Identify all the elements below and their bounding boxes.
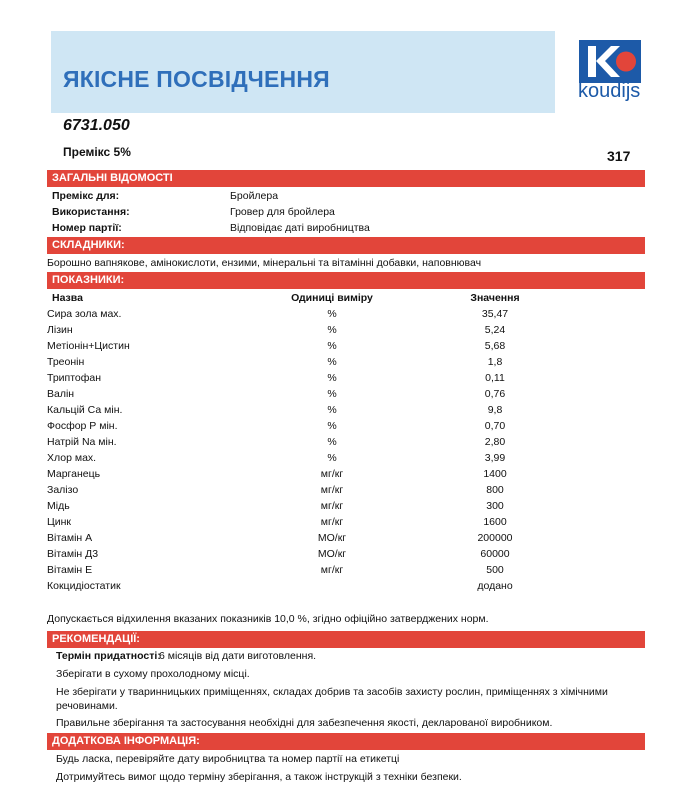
section-indicators-header: ПОКАЗНИКИ: bbox=[47, 272, 645, 289]
indicator-name: Треонін bbox=[47, 356, 85, 368]
indicator-value: 1,8 bbox=[487, 356, 503, 368]
indicator-name: Мідь bbox=[47, 500, 70, 512]
indicator-unit: % bbox=[327, 308, 337, 320]
indicator-value: 2,80 bbox=[484, 436, 506, 448]
indicator-value: 35,47 bbox=[481, 308, 509, 320]
additional-line: Будь ласка, перевіряйте дату виробництва та номер партії на етикетці bbox=[56, 753, 400, 765]
indicator-value: 1400 bbox=[483, 468, 507, 480]
indicator-value: 800 bbox=[486, 484, 504, 496]
indicator-value: 300 bbox=[486, 500, 504, 512]
indicator-unit: мг/кг bbox=[320, 484, 344, 496]
indicator-value: 500 bbox=[486, 564, 504, 576]
recommendation-line: Зберігати в сухому прохолодному місці. bbox=[56, 668, 250, 680]
recommendation-line: Правильне зберігання та застосування необхідні для забезпечення якості, декларованої виробником. bbox=[56, 717, 553, 729]
general-value-usage: Гровер для бройлера bbox=[230, 206, 335, 218]
indicator-value: 60000 bbox=[480, 548, 510, 560]
section-recommendations-header: РЕКОМЕНДАЦІЇ: bbox=[47, 631, 645, 648]
indicator-value: 9,8 bbox=[487, 404, 503, 416]
recommendation-line: речовинами. bbox=[56, 700, 118, 712]
indicator-unit: % bbox=[327, 436, 337, 448]
document-title: ЯКІСНЕ ПОСВІДЧЕННЯ bbox=[63, 66, 330, 92]
general-value-batch: Відповідає даті виробництва bbox=[230, 222, 370, 234]
section-additional-header: ДОДАТКОВА ІНФОРМАЦІЯ: bbox=[47, 733, 645, 750]
logo-wordmark: koudijs bbox=[578, 80, 641, 102]
indicator-name: Хлор мах. bbox=[47, 452, 97, 464]
col-header-unit: Одиниці виміру bbox=[291, 292, 373, 304]
recommendation-line: Не зберігати у тваринницьких приміщеннях, складах добрив та засобів захисту рослин, приміщеннях з хімічними bbox=[56, 686, 608, 698]
indicator-value: додано bbox=[477, 580, 513, 592]
col-header-value: Значення bbox=[470, 292, 520, 304]
shelf-life-value: 6 місяців від дати виготовлення. bbox=[159, 650, 317, 662]
indicator-name: Лізин bbox=[47, 324, 73, 336]
indicator-unit: МО/кг bbox=[317, 548, 347, 560]
indicator-name: Кокцидіостатик bbox=[47, 580, 121, 592]
product-code: 6731.050 bbox=[63, 117, 130, 134]
indicator-value: 3,99 bbox=[484, 452, 506, 464]
indicator-value: 0,70 bbox=[484, 420, 506, 432]
logo-mark-icon bbox=[579, 40, 641, 83]
koudijs-logo bbox=[576, 40, 656, 110]
indicator-value: 5,24 bbox=[484, 324, 506, 336]
section-general-header: ЗАГАЛЬНІ ВІДОМОСТІ bbox=[47, 170, 645, 187]
indicator-name: Вітамін А bbox=[47, 532, 93, 544]
indicator-unit: % bbox=[327, 356, 337, 368]
col-header-name: Назва bbox=[52, 292, 83, 304]
general-label-premix: Премікс для: bbox=[52, 190, 120, 202]
tolerance-note: Допускається відхилення вказаних показників 10,0 %, згідно офіційно затверджених норм. bbox=[47, 613, 489, 625]
indicator-unit: % bbox=[327, 324, 337, 336]
indicator-unit: мг/кг bbox=[320, 564, 344, 576]
indicator-name: Триптофан bbox=[47, 372, 102, 384]
indicator-name: Фосфор Р мін. bbox=[47, 420, 118, 432]
indicator-name: Цинк bbox=[47, 516, 72, 528]
indicator-unit: мг/кг bbox=[320, 468, 344, 480]
indicator-unit: мг/кг bbox=[320, 500, 344, 512]
section-ingredients-header: СКЛАДНИКИ: bbox=[47, 237, 645, 254]
indicator-unit: % bbox=[327, 420, 337, 432]
indicator-name: Натрій Na мін. bbox=[47, 436, 117, 448]
additional-line: Дотримуйтесь вимог щодо терміну зберігання, а також інструкцій з техніки безпеки. bbox=[56, 771, 462, 783]
ingredients-text: Борошно вапнякове, амінокислоти, ензими, мінеральні та вітамінні добавки, наповнювач bbox=[47, 257, 482, 269]
indicator-name: Залізо bbox=[47, 484, 79, 496]
general-value-premix: Бройлера bbox=[230, 190, 279, 202]
indicator-name: Сира зола мах. bbox=[47, 308, 122, 320]
indicator-name: Вітамін Е bbox=[47, 564, 93, 576]
indicator-unit: мг/кг bbox=[320, 516, 344, 528]
indicator-name: Вітамін Д3 bbox=[47, 548, 99, 560]
indicator-name: Валін bbox=[47, 388, 75, 400]
indicator-value: 0,11 bbox=[485, 372, 505, 384]
indicator-name: Марганець bbox=[47, 468, 101, 480]
indicator-unit: % bbox=[327, 404, 337, 416]
indicator-unit: МО/кг bbox=[317, 532, 347, 544]
indicator-name: Кальцій Са мін. bbox=[47, 404, 123, 416]
indicator-name: Метіонін+Цистин bbox=[47, 340, 130, 352]
indicator-value: 1600 bbox=[483, 516, 507, 528]
indicator-unit: % bbox=[327, 388, 337, 400]
indicator-unit: % bbox=[327, 452, 337, 464]
shelf-life-label: Термін придатності: bbox=[56, 650, 161, 662]
indicator-value: 5,68 bbox=[484, 340, 506, 352]
document-number: 317 bbox=[607, 148, 631, 164]
indicator-unit: % bbox=[327, 372, 337, 384]
product-name: Премікс 5% bbox=[63, 145, 131, 159]
indicator-unit: % bbox=[327, 340, 337, 352]
general-label-batch: Номер партії: bbox=[52, 222, 122, 234]
indicator-value: 200000 bbox=[477, 532, 513, 544]
indicator-value: 0,76 bbox=[484, 388, 506, 400]
general-label-usage: Використання: bbox=[52, 206, 130, 218]
